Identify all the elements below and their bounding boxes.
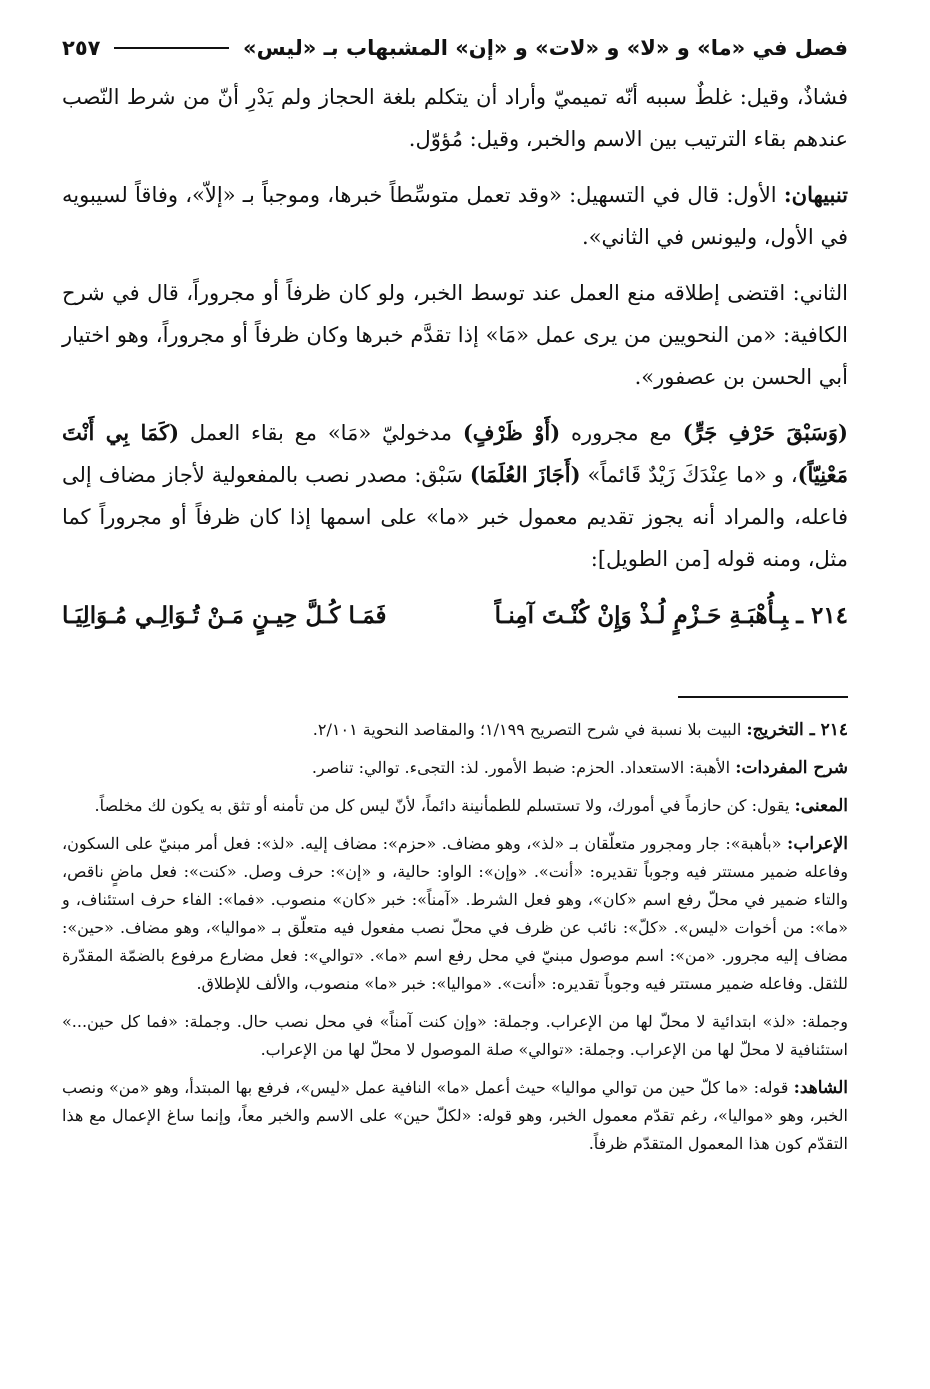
footnote-separator <box>678 696 848 698</box>
sharh-1: مع مجروره <box>560 421 683 445</box>
paragraph-1 <box>62 76 848 160</box>
irab-label: الإعراب: <box>787 834 848 854</box>
shahid-text: قوله: «ما كلّ حين من توالي مواليا» حيث أعمل «ما» النافية عمل «ليس»، فرفع بها المبتدأ، وهو «من» ونصب الخبر، وهو «مواليا»، رغم تقدّم معمول الخبر، وهو قوله: «لكلّ حين» على الاسم والخبر معاً، وإنما ساغ الإعمال مع هذا التقدّم كون هذا المعمول المتقدّم ظرفاً. <box>62 1078 849 1153</box>
sharh-3: ، و «ما عِنْدَكَ زَيْدٌ قَائماً» <box>580 463 798 487</box>
footnote-jumla <box>62 1008 848 1064</box>
paragraph-2 <box>62 174 848 258</box>
paragraph-3 <box>62 272 848 398</box>
paragraph-4 <box>62 412 848 580</box>
jumla-text: وجملة: «لذ» ابتدائية لا محلّ لها من الإعراب. وجملة: «وإن كنت آمناً» في محل نصب حال. وجملة: «فما كل حين...» استئنافية لا محلّ لها من الإعراب. وجملة: «توالي» صلة الموصول لا محلّ لها من الإعراب. <box>62 1012 849 1059</box>
paragraph-3-text: الثاني: اقتضى إطلاقه منع العمل عند توسط الخبر، ولو كان ظرفاً أو مجروراً، قال في شرح الكافية: «من النحويين من يرى عمل «مَا» إذا تقدَّم خبرها وكان ظرفاً أو مجروراً، وهو اختيار أبي الحسن بن عصفور». <box>62 281 848 389</box>
footnote-irab <box>62 830 848 998</box>
poetry-verse <box>62 594 848 638</box>
tanbihan-label: تنبيهان: <box>783 182 848 207</box>
mana-text: يقول: كن حازماً في أمورك، ولا تستسلم للطمأنينة دائماً، لأنّ ليس كل من تأمنه أو تثق به يكون لك مخلصاً. <box>94 796 795 815</box>
verse-right-text: بِـأُهْبَـةِ حَـزْمٍ لُـذْ وَإِنْ كُنْـتَ آمِنـاً <box>494 602 789 629</box>
takhrij-label: ٢١٤ ـ التخريج: <box>746 720 848 740</box>
verse-number: ٢١٤ ـ <box>796 602 848 629</box>
mana-label: المعنى: <box>794 796 848 816</box>
sharh-4: سَبْق: مصدر نصب بالمفعولية لأجاز مضاف إلى فاعله، والمراد أنه يجوز تقديم معمول خبر «ما» على اسمها إذا كان ظرفاً أو مجروراً كما مثل، ومنه قوله [من الطويل]: <box>62 463 848 571</box>
header-rule <box>114 47 229 49</box>
matn-1: (وَسَبْقَ حَرْفِ جَرٍّ) <box>682 420 848 445</box>
verse-second-hemistich: فَمَـا كُـلَّ حِيـنٍ مَـنْ تُـوَالِـي مُـوَالِيَـا <box>62 602 387 629</box>
irab-text: «بأهبة»: جار ومجرور متعلّقان بـ «لذ»، وهو مضاف. «حزم»: مضاف إليه. «لذ»: فعل أمر مبنيّ على السكون، وفاعله ضمير مستتر فيه وجوباً تقديره: «أنت». «وإن»: الواو: حالية، و «إن»: حرف وصل. «كنت»: فعل ماضٍ ناقص، والتاء ضمير في محلّ رفع اسم «كان»، وهو فعل الشرط. «آمناً»: خبر «كان» منصوب. «فما»: الفاء حرف استئناف، و «ما»: من أخوات «ليس». «كلّ»: نائب عن ظرف في محلّ نصب مفعول فيه متعلّق بـ «مواليا»، وهو مضاف. «حين»: مضاف إليه مجرور. «من»: اسم موصول مبنيّ في محل رفع اسم «ما». «توالي»: فعل مضارع مرفوع بالضمّة المقدّرة للثقل. وفاعله ضمير مستتر فيه وجوباً تقديره: «أنت». «مواليا»: خبر «ما» منصوب، والألف للإطلاق. <box>62 834 849 993</box>
paragraph-2-text: الأول: قال في التسهيل: «وقد تعمل متوسِّطاً خبرها، وموجباً بـ «إلاّ»، وفاقاً لسيبويه في الأول، وليونس في الثاني». <box>62 183 848 249</box>
book-page <box>62 28 848 1369</box>
verse-first-hemistich <box>495 594 848 638</box>
matn-4: (أَجَازَ العُلَمَا) <box>469 462 581 487</box>
footnote-takhrij <box>62 716 848 744</box>
footnote-mana <box>62 792 848 820</box>
matn-3: (كَمَا بِي أَنْتَ مَعْنِيّاً) <box>62 420 848 487</box>
page-number: ٢٥٧ <box>62 36 101 60</box>
paragraph-1-text: فشاذٌ، وقيل: غلطٌ سببه أنّه تميميّ وأراد أن يتكلم بلغة الحجاز ولم يَدْرِ أنّ من شرط النّصب عندهم بقاء الترتيب بين الاسم والخبر، وقيل: مُؤوّل. <box>62 85 848 151</box>
sharh-2: مدخوليّ «مَا» مع بقاء العمل <box>179 421 463 445</box>
page-header <box>62 28 848 68</box>
shahid-label: الشاهد: <box>793 1078 848 1098</box>
footnotes <box>62 716 848 1158</box>
takhrij-text: البيت بلا نسبة في شرح التصريح ١/١٩٩؛ والمقاصد النحوية ٢/١٠١. <box>312 720 747 739</box>
running-title: فصل في «ما» و «لا» و «لات» و «إن» المشبهاب بـ «ليس» <box>243 36 848 60</box>
footnote-mufradat <box>62 754 848 782</box>
mufradat-text: الأهبة: الاستعداد. الحزم: ضبط الأمور. لذ: التجىء. توالي: تناصر. <box>311 758 736 777</box>
footnote-shahid <box>62 1074 848 1158</box>
matn-2: (أَوْ ظَرْفٍ) <box>462 420 561 445</box>
main-text <box>62 76 848 638</box>
mufradat-label: شرح المفردات: <box>735 758 848 778</box>
